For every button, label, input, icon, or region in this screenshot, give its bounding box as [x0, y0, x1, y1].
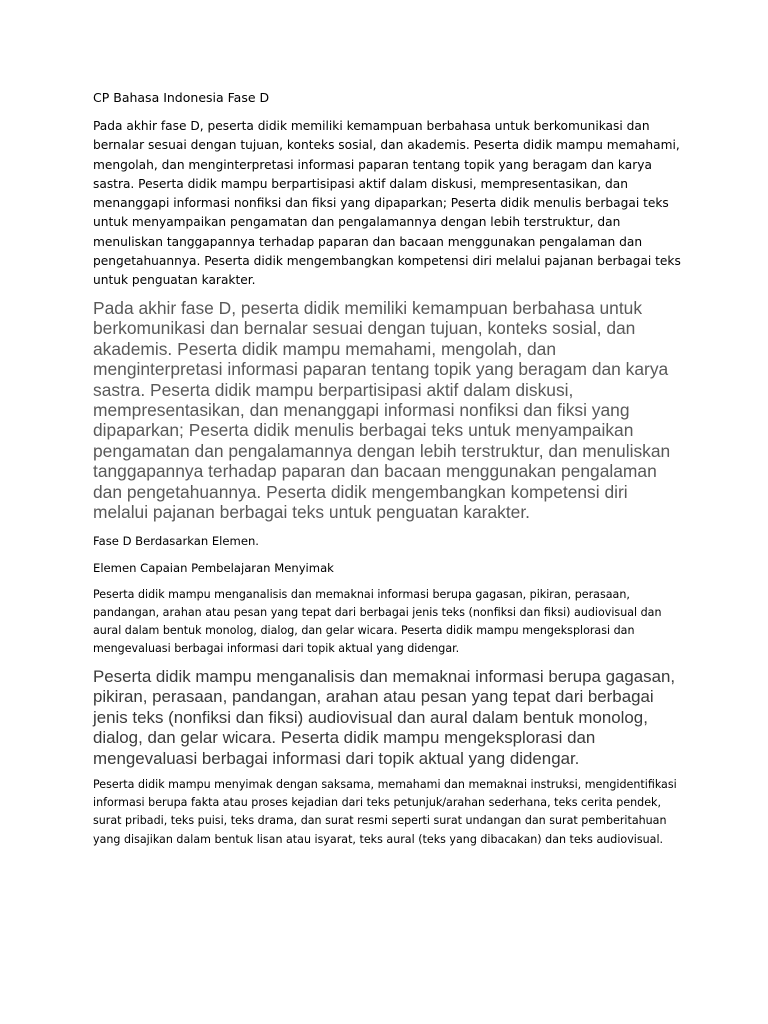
document-title: CP Bahasa Indonesia Fase D	[93, 90, 270, 105]
paragraph-menyimak-detail: Peserta didik mampu menyimak dengan saksama, memahami dan memaknai instruksi, mengidentifikasi informasi berupa fakta atau proses kejadian dari teks petunjuk/arahan sederhana, teks cerita pendek, surat pribadi, teks puisi, teks drama, dan surat resmi seperti surat undangan dan surat pemberitahuan yang disajikan dalam bentuk lisan atau isyarat, teks aural (teks yang dibacakan) dan teks audiovisual.	[93, 778, 677, 846]
paragraph-menyimak-large: Peserta didik mampu menganalisis dan memaknai informasi berupa gagasan, pikiran, perasaan, pandangan, arahan atau pesan yang tepat dari berbagai jenis teks (nonfiksi dan fiksi) audiovisual dan aural dalam bentuk monolog, dialog, dan gelar wicara. Peserta didik mampu mengeksplorasi dan mengevaluasi berbagai informasi dari topik aktual yang didengar.	[93, 667, 676, 768]
paragraph-fase-d-summary: Pada akhir fase D, peserta didik memiliki kemampuan berbahasa untuk berkomunikasi dan bernalar sesuai dengan tujuan, konteks sosial, dan akademis. Peserta didik mampu memahami, mengolah, dan menginterpretasi informasi paparan tentang topik yang beragam dan karya sastra. Peserta didik mampu berpartisipasi aktif dalam diskusi, mempresentasikan, dan menanggapi informasi nonfiksi dan fiksi yang dipaparkan; Peserta didik menulis berbagai teks untuk menyampaikan pengamatan dan pengalamannya dengan lebih terstruktur, dan menuliskan tanggapannya terhadap paparan dan bacaan menggunakan pengalaman dan pengetahuannya. Peserta didik mengembangkan kompetensi diri melalui pajanan berbagai teks untuk penguatan karakter.	[93, 119, 681, 288]
paragraph-menyimak: Peserta didik mampu menganalisis dan memaknai informasi berupa gagasan, pikiran, perasaan, pandangan, arahan atau pesan yang tepat dari berbagai jenis teks (nonfiksi dan fiksi) audiovisual dan aural dalam bentuk monolog, dialog, dan gelar wicara. Peserta didik mampu mengeksplorasi dan mengevaluasi berbagai informasi dari topik aktual yang didengar.	[93, 588, 662, 655]
fase-d-heading: Fase D Berdasarkan Elemen.	[93, 534, 259, 548]
elemen-heading: Elemen Capaian Pembelajaran Menyimak	[93, 561, 334, 575]
paragraph-fase-d-summary-large: Pada akhir fase D, peserta didik memiliki kemampuan berbahasa untuk berkomunikasi dan bernalar sesuai dengan tujuan, konteks sosial, dan akademis. Peserta didik mampu memahami, mengolah, dan menginterpretasi informasi paparan tentang topik yang beragam dan karya sastra. Peserta didik mampu berpartisipasi aktif dalam diskusi, mempresentasikan, dan menanggapi informasi nonfiksi dan fiksi yang dipaparkan; Peserta didik menulis berbagai teks untuk menyampaikan pengamatan dan pengalamannya dengan lebih terstruktur, dan menuliskan tanggapannya terhadap paparan dan bacaan menggunakan pengalaman dan pengetahuannya. Peserta didik mengembangkan kompetensi diri melalui pajanan berbagai teks untuk penguatan karakter.	[93, 298, 671, 523]
